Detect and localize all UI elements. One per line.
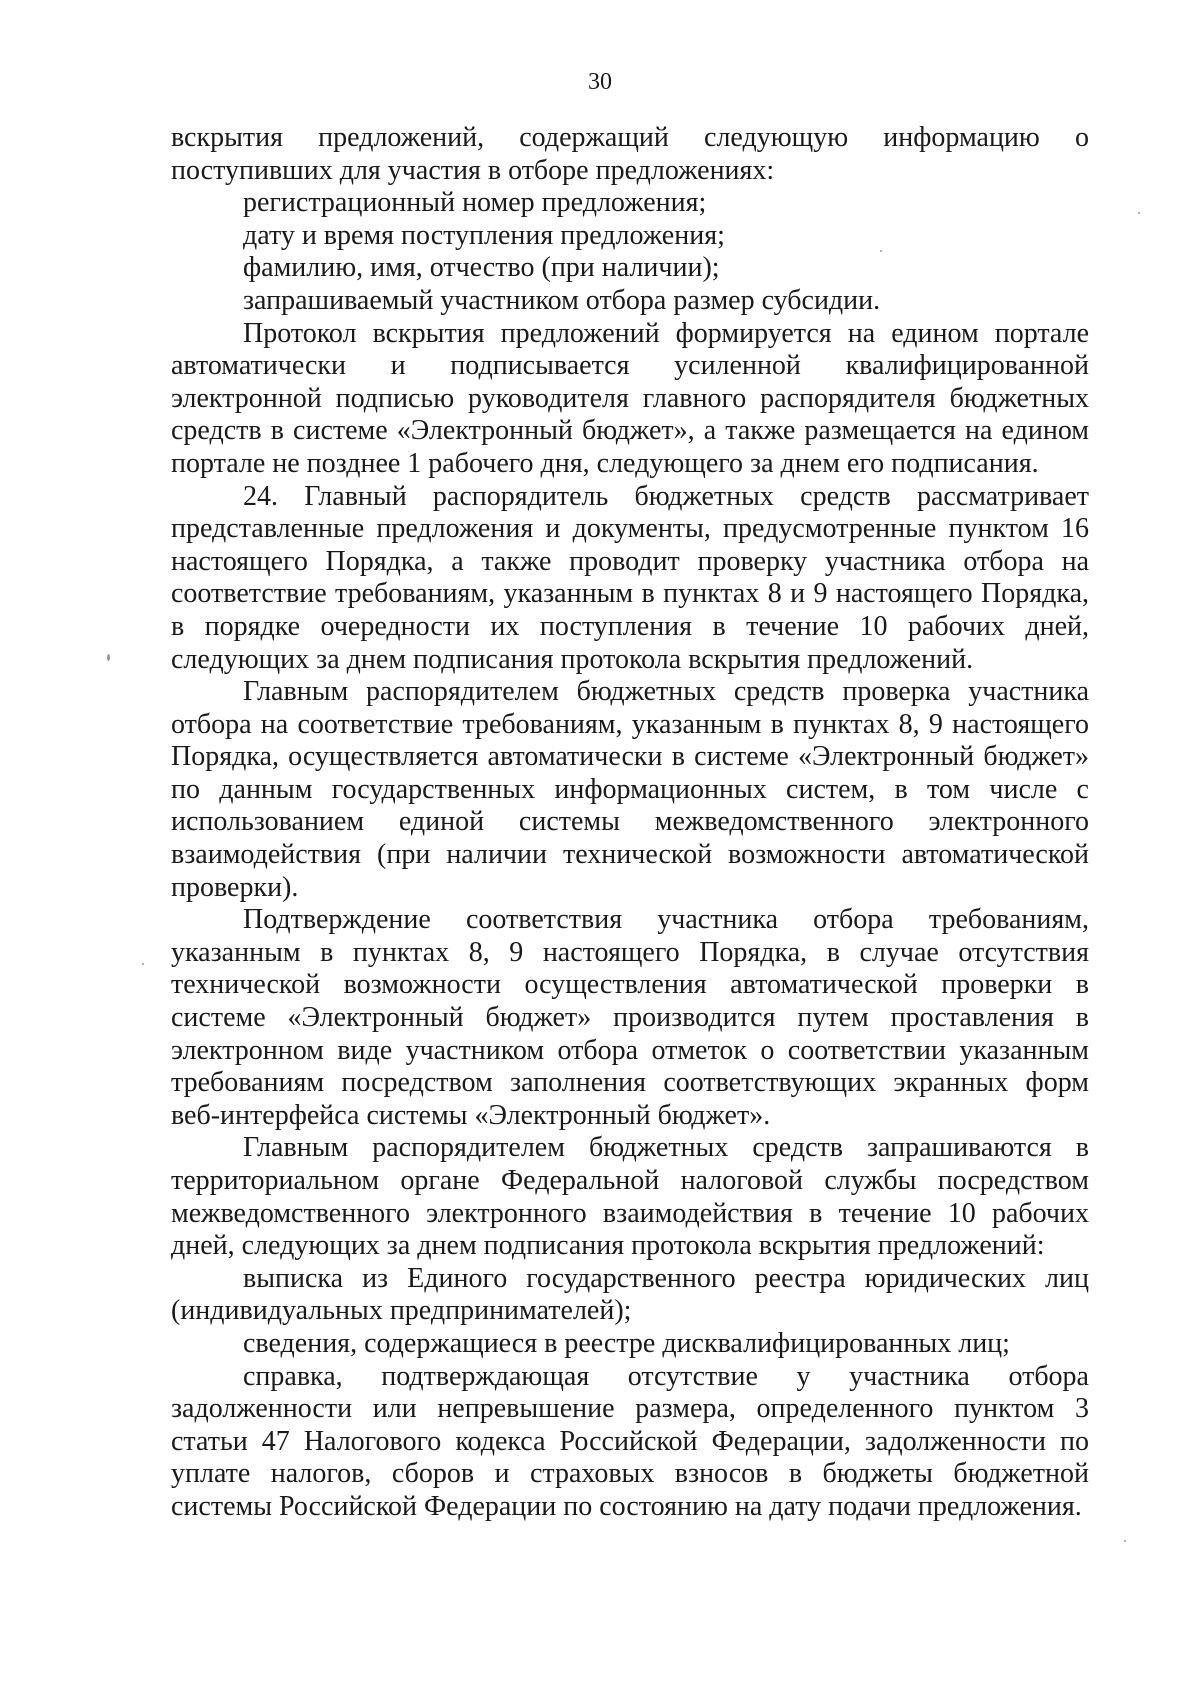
list-item-tax-certificate: справка, подтверждающая отсутствие у участника отбора задолженности или непревышение размера, определенного пунктом 3 статьи 47 Налогового кодекса Российской Федерации, задолженности по уплате налогов, сборов и страховых взносов в бюджеты бюджетной системы Российской Федерации по состоянию на дату подачи предложения. xyxy=(171,1360,1089,1522)
document-body xyxy=(171,122,1089,1524)
list-item-registration-number: регистрационный номер предложения; xyxy=(243,187,707,219)
paragraph-protocol: Протокол вскрытия предложений формируется на едином портале автоматически и подписывается усиленной квалифицированной электронной подписью руководителя главного распорядителя бюджетных средств в системе «Электронный бюджет», а также размещается на едином портале не позднее 1 рабочего дня, следующего за днем его подписания. xyxy=(171,317,1089,479)
list-item-full-name: фамилию, имя, отчество (при наличии); xyxy=(243,252,720,284)
paragraph-clause-24: 24. Главный распорядитель бюджетных средств рассматривает представленные предложения и документы, предусмотренные пунктом 16 настоящего Порядка, а также проводит проверку участника отбора на соответствие требованиям, указанным в пунктах 8 и 9 настоящего Порядка, в порядке очередности их поступления в течение 10 рабочих дней, следующих за днем подписания протокола вскрытия предложений. xyxy=(171,480,1089,675)
scan-speck xyxy=(880,250,882,252)
list-item-date-time: дату и время поступления предложения; xyxy=(243,219,725,251)
paragraph-tax-request: Главным распорядителем бюджетных средств запрашиваются в территориальном органе Федеральной налоговой службы посредством межведомственного электронного взаимодействия в течение 10 рабочих дней, следующих за днем подписания протокола вскрытия предложений: xyxy=(171,1132,1089,1262)
paragraph-automatic-check: Главным распорядителем бюджетных средств проверка участника отбора на соответствие требованиям, указанным в пунктах 8, 9 настоящего Порядка, осуществляется автоматически в системе «Электронный бюджет» по данным государственных информационных систем, в том числе с использованием единой системы межведомственного электронного взаимодействия (при наличии технической возможности автоматической проверки). xyxy=(171,676,1089,903)
list-item-disqualified-register: сведения, содержащиеся в реестре дисквалифицированных лиц; xyxy=(243,1327,1010,1359)
scan-speck xyxy=(107,654,110,661)
paragraph-continuation: вскрытия предложений, содержащий следующую информацию о поступивших для участия в отборе предложениях: xyxy=(171,122,1089,186)
list-item-subsidy-amount: запрашиваемый участником отбора размер субсидии. xyxy=(243,284,881,316)
scan-speck xyxy=(142,963,144,965)
paragraph-confirmation: Подтверждение соответствия участника отбора требованиям, указанным в пунктах 8, 9 настоящего Порядка, в случае отсутствия технической возможности осуществления автоматической проверки в системе «Электронный бюджет» производится путем проставления в электронном виде участником отбора отметок о соответствии указанным требованиям посредством заполнения соответствующих экранных форм веб-интерфейса системы «Электронный бюджет». xyxy=(171,904,1089,1131)
page-number: 30 xyxy=(588,69,612,95)
scan-speck xyxy=(1124,1540,1126,1542)
scan-speck xyxy=(1138,212,1140,214)
list-item-egrul-extract: выписка из Единого государственного реестра юридических лиц (индивидуальных предпринимателей); xyxy=(171,1262,1089,1327)
